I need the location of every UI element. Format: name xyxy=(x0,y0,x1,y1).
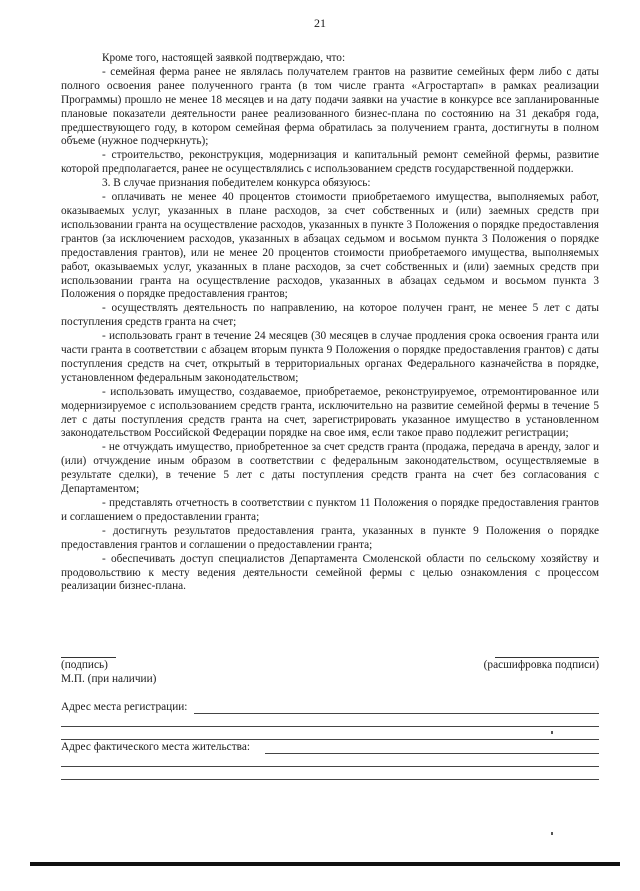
signature-label: (подпись) xyxy=(61,659,108,671)
signature-decoding-line xyxy=(495,657,599,658)
paragraph-no-prior-support: - строительство, реконструкция, модернизация и капитальный ремонт семейной фермы, развитие которой предполагается, ранее не осуществлялись с использованием средств государственной поддержки. xyxy=(61,149,599,176)
residence-address-line-1[interactable] xyxy=(265,753,599,754)
paragraph-intro: Кроме того, настоящей заявкой подтверждаю, что: xyxy=(102,52,346,64)
paragraph-grant-usage-term: - использовать грант в течение 24 месяцев (30 месяцев в случае продления срока освоения гранта или части гранта в соответствии с абзацем вторым пункта 9 Положения о порядке предоставления грантов) с даты поступления средств на счет, открытый в территориальных органах Федерального казначейства в порядке, установленном федеральным законодательством; xyxy=(61,330,599,384)
document-body xyxy=(61,52,599,594)
scan-mark xyxy=(551,731,553,734)
paragraph-activity-term: - осуществлять деятельность по направлению, на которое получен грант, не менее 5 лет с даты поступления средств гранта на счет; xyxy=(61,302,599,329)
paragraph-cofinancing: - оплачивать не менее 40 процентов стоимости приобретаемого имущества, выполняемых работ, оказываемых услуг, указанных в плане расходов, за счет собственных и (или) заемных средств при использовании гранта на осуществление расходов, указанных в пункте 3 Положения о порядке предоставления грантов (за исключением расходов, указанных в абзацах седьмом и восьмом пункта 3 Положения о порядке предоставления грантов), или не менее 20 процентов стоимости приобретаемого имущества, выполняемых работ, оказываемых услуг, указанных в плане расходов, за счет собственных и (или) заемных средств при использовании гранта на осуществление расходов, указанных в абзацах седьмом и восьмом пункта 3 Положения о порядке предоставления грантов; xyxy=(61,191,599,301)
registration-address-line-2[interactable] xyxy=(61,726,599,727)
registration-address-line-3[interactable] xyxy=(61,739,599,740)
residence-address-line-2[interactable] xyxy=(61,766,599,767)
residence-address-label: Адрес фактического места жительства: xyxy=(61,741,250,753)
residence-address-line-3[interactable] xyxy=(61,779,599,780)
paragraph-reporting: - представлять отчетность в соответствии с пунктом 11 Положения о порядке предоставления грантов и соглашением о предоставлении гранта; xyxy=(61,497,599,523)
signature-decoding-label: (расшифровка подписи) xyxy=(483,659,599,671)
bottom-rule xyxy=(30,862,620,866)
paragraph-property-use: - использовать имущество, создаваемое, приобретаемое, реконструируемое, отремонтированное или модернизируемое с использованием средств гранта, исключительно на развитие семейной фермы в течение 5 лет с даты поступления средств гранта на счет, зарегистрировать указанное имущество в установленном законодательством Российской Федерации порядке на свое имя, если такое право подлежит регистрации; xyxy=(61,385,599,440)
signature-line xyxy=(61,657,116,658)
stamp-label: М.П. (при наличии) xyxy=(61,673,157,685)
paragraph-results: - достигнуть результатов предоставления гранта, указанных в пункте 9 Положения о порядке предоставления грантов и соглашении о предоставлении гранта; xyxy=(61,524,599,551)
paragraph-no-alienation: - не отчуждать имущество, приобретенное за счет средств гранта (продажа, передача в аренду, залог и (или) отчуждение иным образом в соответствии с федеральным законодательством, осуществляемые в результате сделки), в течение 5 лет с даты поступления средств гранта на счет без согласования с Департаментом; xyxy=(61,441,599,496)
scan-mark xyxy=(551,832,553,835)
paragraph-obligations-heading: 3. В случае признания победителем конкурса обязуюсь: xyxy=(102,177,371,190)
registration-address-label: Адрес места регистрации: xyxy=(61,701,188,713)
paragraph-farm-not-recipient: - семейная ферма ранее не являлась получателем грантов на развитие семейных ферм либо с даты полного освоения ранее полученного гранта (в том числе гранта «Агростартап» в рамках реализации Программы) прошло не менее 18 месяцев и на дату подачи заявки на участие в конкурсе все запланированные плановые показатели деятельности ранее реализованного бизнес-плана по состоянию на 31 декабря года, предшествующего году, в котором семейная ферма обратилась за получением гранта, достигнуты в полном объеме (нужное подчеркнуть); xyxy=(61,65,599,148)
paragraph-access: - обеспечивать доступ специалистов Департамента Смоленской области по сельскому хозяйству и продовольствию к месту ведения деятельности семейной фермы с целью ознакомления с процессом реализации бизнес-плана. xyxy=(61,552,599,593)
registration-address-line-1[interactable] xyxy=(194,713,599,714)
page-number: 21 xyxy=(314,16,326,30)
